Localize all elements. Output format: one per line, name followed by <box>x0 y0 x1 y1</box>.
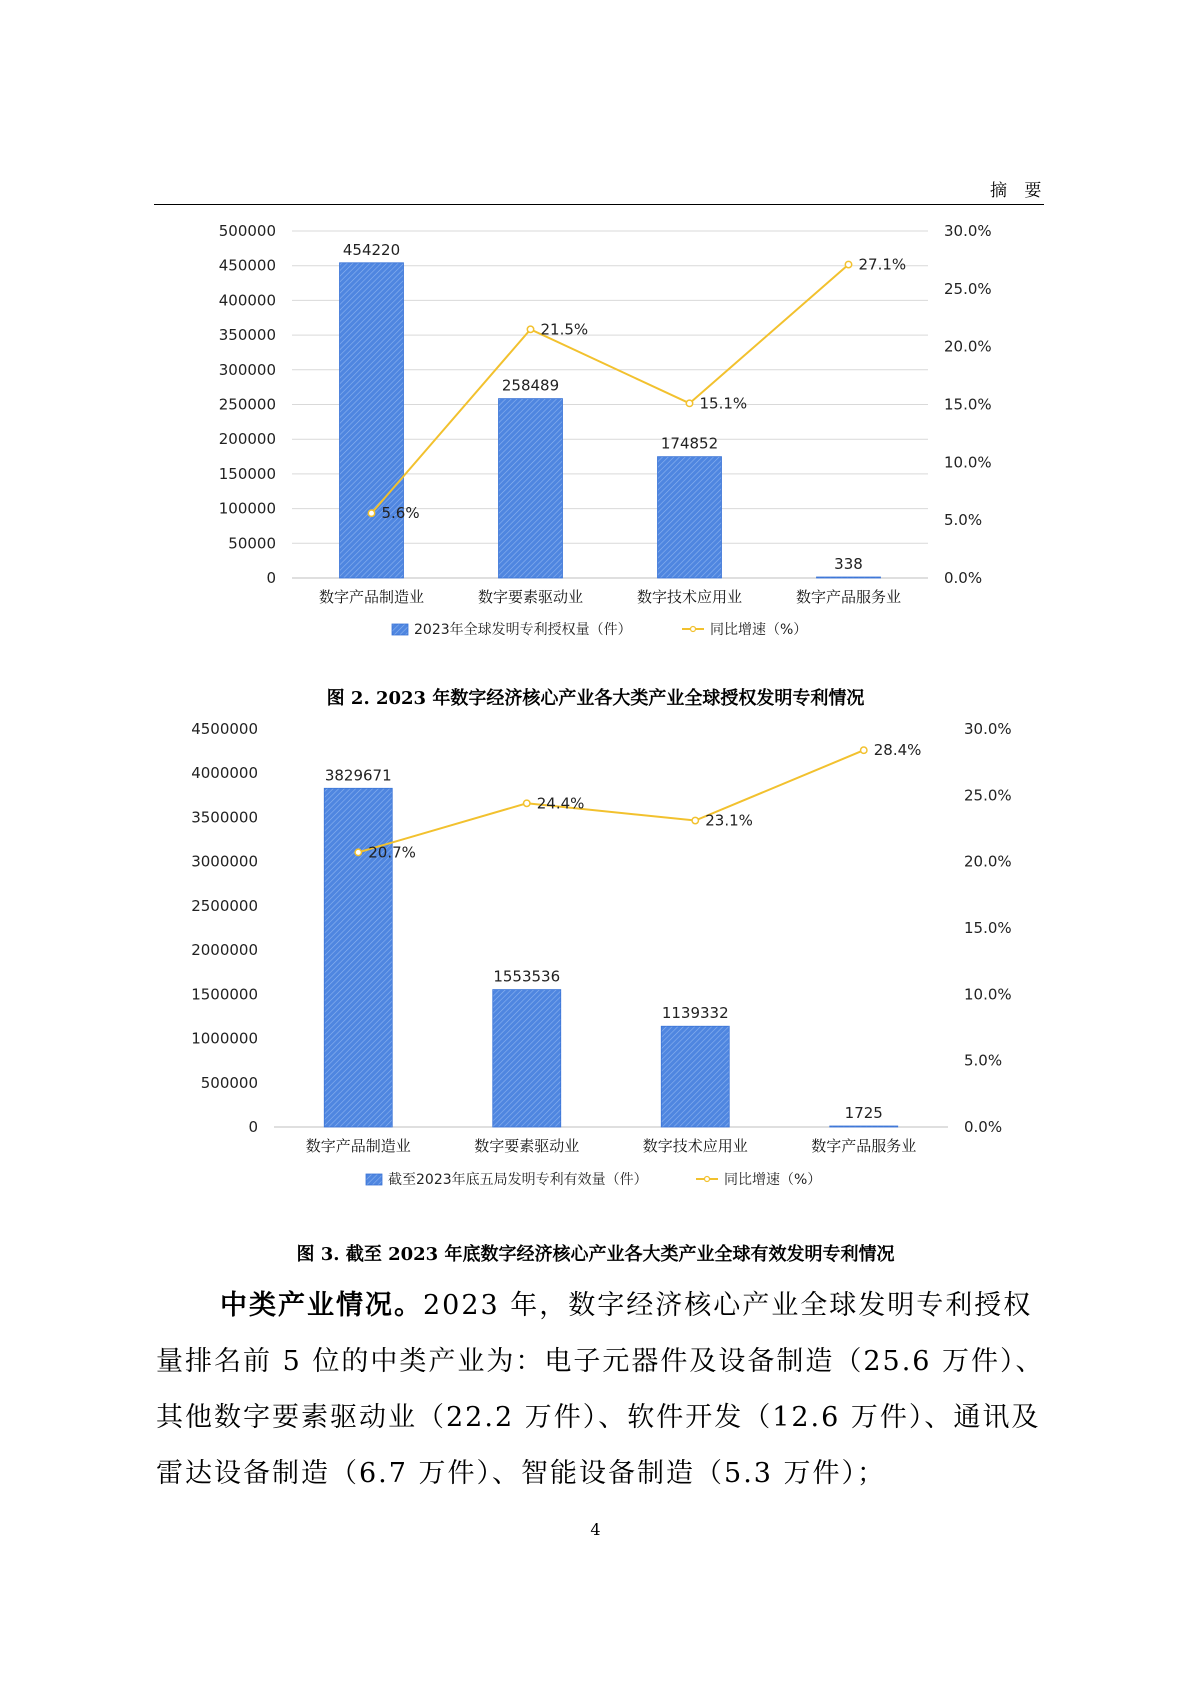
bar <box>830 1126 898 1127</box>
y2-tick-label: 10.0% <box>944 453 992 472</box>
y-tick-label: 3000000 <box>191 852 258 871</box>
chart-valid-patents <box>0 714 1191 1214</box>
y2-tick-label: 15.0% <box>944 395 992 414</box>
growth-label: 21.5% <box>540 320 589 339</box>
x-category-label: 数字产品制造业 <box>318 588 425 606</box>
growth-point <box>524 800 530 806</box>
y-tick-label: 2500000 <box>191 896 258 915</box>
y-tick-label: 1500000 <box>191 985 258 1004</box>
figure-2-caption: 图 2. 2023 年数字经济核心产业各大类产业全球授权发明专利情况 <box>326 688 865 709</box>
bar-value-label: 338 <box>834 555 863 573</box>
paragraph-text: 2023 年，数字经济核心产业全球发明专利授权量排名前 5 位的中类产业为：电子元器件及设备制造（25.6 万件）、其他数字要素驱动业（22.2 万件）、软件开发（12.6 万件）、通讯及雷达设备制造（6.7 万件）、智能设备制造（5.3 万件）； <box>156 1290 1045 1489</box>
y2-tick-label: 25.0% <box>944 279 992 298</box>
y2-tick-label: 30.0% <box>944 222 992 240</box>
bar-value-label: 454220 <box>342 240 401 259</box>
y2-tick-label: 5.0% <box>944 511 983 530</box>
y-tick-label: 300000 <box>218 360 276 379</box>
figure-3-caption: 图 3. 截至 2023 年底数字经济核心产业各大类产业全球有效发明专利情况 <box>296 1244 895 1265</box>
legend-line-label: 同比增速（%） <box>724 1172 822 1188</box>
body-paragraph <box>156 1278 1046 1502</box>
y2-tick-label: 15.0% <box>964 919 1012 937</box>
y-tick-label: 450000 <box>218 256 276 275</box>
legend-bar-label: 截至2023年底五局发明专利有效量（件） <box>388 1172 648 1188</box>
legend-bar-label: 2023年全球发明专利授权量（件） <box>414 622 632 638</box>
y2-tick-label: 10.0% <box>964 985 1012 1004</box>
growth-label: 20.7% <box>368 843 416 862</box>
legend-bar-swatch <box>392 624 408 635</box>
bar <box>658 457 722 578</box>
bar <box>499 399 563 578</box>
header-rule <box>154 204 1044 205</box>
bar-value-label: 3829671 <box>324 766 392 785</box>
growth-point <box>686 400 692 406</box>
x-category-label: 数字技术应用业 <box>636 588 743 606</box>
y-tick-label: 500000 <box>200 1073 258 1092</box>
x-category-label: 数字产品服务业 <box>811 1137 917 1155</box>
y-tick-label: 400000 <box>218 291 276 310</box>
bar <box>340 263 404 578</box>
y2-tick-label: 20.0% <box>944 337 992 356</box>
chart-global-granted-patents <box>0 214 1191 654</box>
growth-point <box>527 326 533 332</box>
x-category-label: 数字产品制造业 <box>305 1137 411 1155</box>
growth-point <box>368 510 374 516</box>
page-number: 4 <box>590 1520 601 1539</box>
y2-tick-label: 0.0% <box>964 1118 1003 1136</box>
y-tick-label: 350000 <box>218 326 276 345</box>
growth-point <box>845 261 851 267</box>
y2-tick-label: 0.0% <box>944 569 983 587</box>
bar <box>661 1026 729 1127</box>
growth-label: 23.1% <box>705 811 753 830</box>
y-tick-label: 2000000 <box>191 941 258 960</box>
y-tick-label: 0 <box>248 1118 258 1136</box>
growth-label: 15.1% <box>699 394 748 413</box>
y2-tick-label: 20.0% <box>964 852 1012 871</box>
paragraph-lead: 中类产业情况。 <box>220 1290 423 1321</box>
growth-label: 5.6% <box>381 504 420 523</box>
y-tick-label: 50000 <box>228 534 276 553</box>
growth-label: 27.1% <box>858 255 907 274</box>
y-tick-label: 1000000 <box>191 1029 258 1048</box>
bar <box>324 788 392 1127</box>
y-tick-label: 200000 <box>218 430 276 449</box>
growth-label: 28.4% <box>873 741 922 760</box>
y2-tick-label: 25.0% <box>964 786 1012 805</box>
section-header: 摘 要 <box>990 181 1048 201</box>
legend-line-label: 同比增速（%） <box>710 622 808 638</box>
legend-bar-swatch <box>366 1174 382 1185</box>
x-category-label: 数字技术应用业 <box>642 1137 748 1155</box>
growth-label: 24.4% <box>536 794 585 813</box>
y-tick-label: 100000 <box>218 499 276 518</box>
y-tick-label: 0 <box>266 569 276 587</box>
bar <box>817 577 881 578</box>
bar-value-label: 1553536 <box>493 967 561 986</box>
y-tick-label: 4500000 <box>191 720 258 738</box>
y-tick-label: 3500000 <box>191 808 258 827</box>
bar <box>493 990 561 1127</box>
x-category-label: 数字要素驱动业 <box>477 588 584 606</box>
legend-line-marker <box>705 1177 710 1182</box>
y-tick-label: 4000000 <box>191 764 258 783</box>
growth-point <box>861 747 867 753</box>
growth-point <box>355 849 361 855</box>
y-tick-label: 250000 <box>218 395 276 414</box>
growth-point <box>692 817 698 823</box>
bar-value-label: 258489 <box>501 376 560 395</box>
x-category-label: 数字要素驱动业 <box>474 1137 580 1155</box>
growth-line <box>372 265 849 514</box>
y-tick-label: 500000 <box>218 222 276 240</box>
bar-value-label: 1725 <box>844 1104 883 1122</box>
bar-value-label: 1139332 <box>661 1004 729 1023</box>
legend-line-marker <box>691 627 696 632</box>
bar-value-label: 174852 <box>660 434 719 453</box>
y2-tick-label: 30.0% <box>964 720 1012 738</box>
growth-line <box>358 750 864 852</box>
y2-tick-label: 5.0% <box>964 1051 1003 1070</box>
y-tick-label: 150000 <box>218 464 276 483</box>
x-category-label: 数字产品服务业 <box>795 588 902 606</box>
